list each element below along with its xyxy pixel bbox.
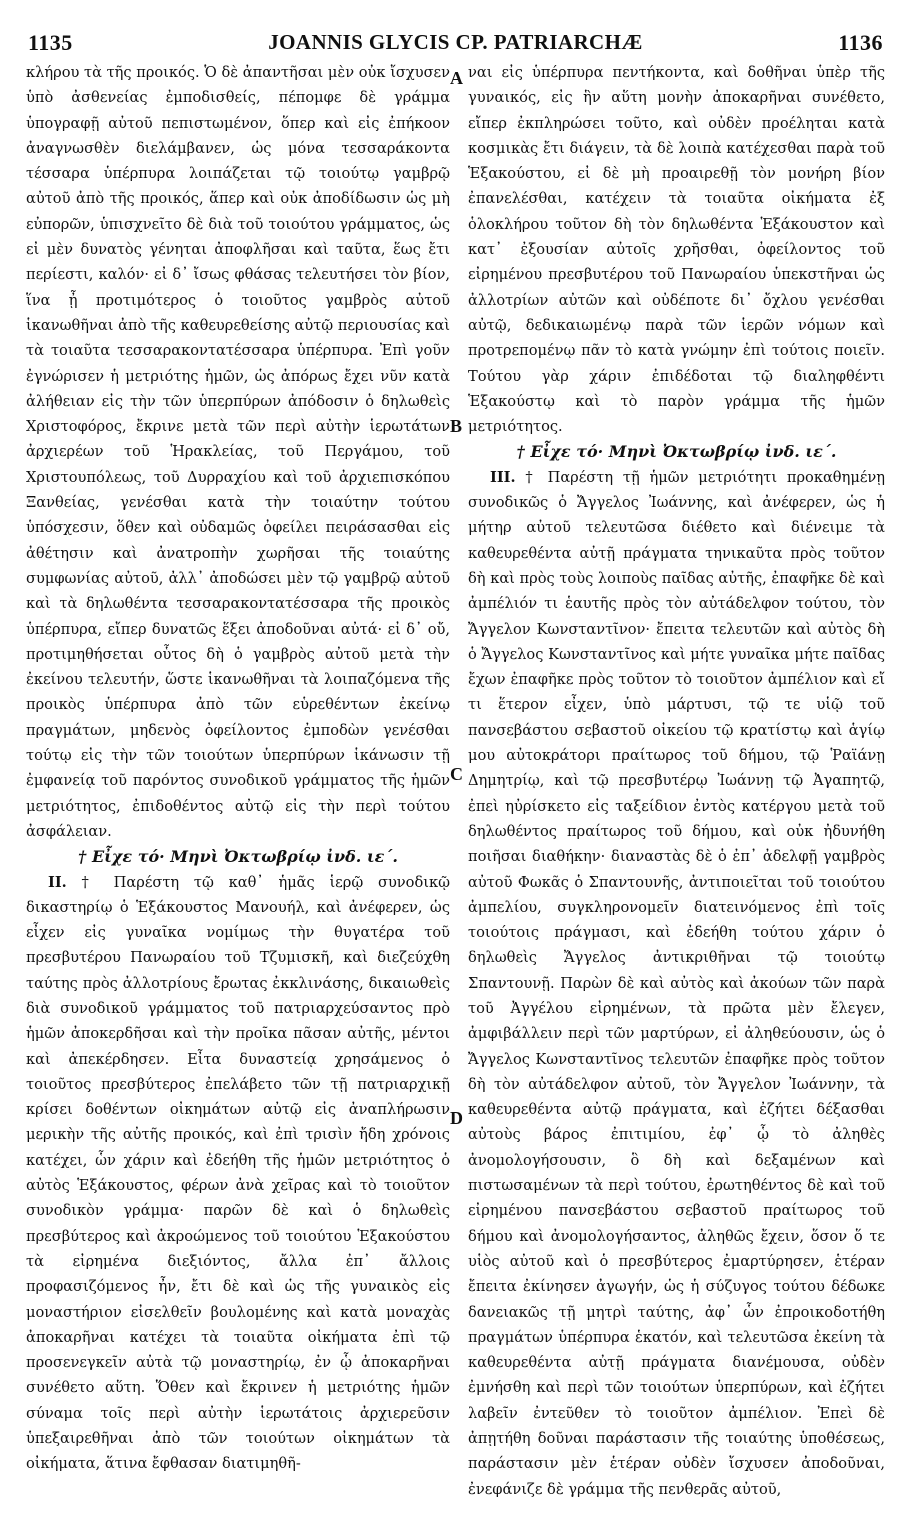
section-paragraph	[468, 465, 885, 1502]
page-number-right: 1136	[838, 30, 883, 55]
margin-marker-d: D	[450, 1108, 463, 1128]
dating-line: † Εἶχε τό· Μηνὶ Ὀκτωβρίῳ ἰνδ. ιε΄.	[516, 442, 837, 462]
left-column	[26, 60, 450, 1530]
page-header	[28, 30, 883, 60]
section-paragraph	[26, 870, 450, 1477]
section-number: III.	[490, 468, 516, 486]
margin-marker-a: A	[450, 68, 463, 88]
section-text: † Παρέστη τῷ καθ᾽ ἡμᾶς ἱερῷ συνοδικῷ δικαστηρίῳ ὁ Ἑξάκουστος Μανουήλ, καὶ ἀνέφερεν, ὡς εἶχεν εἰς γυναῖκα νομίμως τὴν θυγατέρα τοῦ πρεσβυτέρου Πανωραίου τοῦ Τζυμισκῆ, καὶ διεζεύχθη ταύτης πρὸς ἀλλοτρίους ἔρωτας ἐκκλινάσης, δικαιωθεὶς διὰ συνοδικοῦ γράμματος τοῦ πατριαρχεύσαντος πρὸ ἡμῶν ἀποκερδῆσαι καὶ τὴν προῖκα πᾶσαν αὐτῆς, μέντοι καὶ ἀπεκέρδησεν. Εἶτα δυναστείᾳ χρησάμενος ὁ τοιοῦτος πρεσβύτερος ἐπελάβετο τῶν τῇ πατριαρχικῇ κρίσει δοθέντων οἰκημάτων αὐτῷ εἰς ἀναπλήρωσιν μερικὴν τῆς αὐτῆς προικός, καὶ ἐπὶ τρισὶν ἤδη χρόνοις κατέχει, ὧν χάριν καὶ ἐδεήθη τῆς ἡμῶν μετριότητος ὁ αὐτὸς Ἑξάκουστος, φέρων ἀνὰ χεῖρας καὶ τὸ τοιοῦτον συνοδικὸν γράμμα· παρῶν δὲ καὶ ὁ δηλωθεὶς πρεσβύτερος καὶ ἀκροώμενος τοῦ τοιούτου Ἑξακούστου τὰ εἰρημένα διεξιόντος, ἄλλα ἐπ᾽ ἄλλοις προφασιζόμενος ἦν, ἔτι δὲ καὶ ὡς τῆς γυναικὸς εἰς μοναστήριον εἰσελθεῖν βουλομένης καὶ κατὰ μοναχὰς ἀποκαρῆναι κατέχει τὰ τοιαῦτα οἰκήματα ἐπὶ τῷ προσενεγκεῖν αὐτὰ τῷ μοναστηρίῳ, ἐν ᾧ ἀποκαρῆναι συνέθετο αὕτη. Ὅθεν καὶ ἔκρινεν ἡ μετριότης ἡμῶν σύναμα τοῖς περὶ αὐτὴν ἱερωτάτοις ἀρχιερεῦσιν ὑπεξαιρεθῆναι ἀπὸ τῶν τοιούτων οἰκημάτων τὰ οἰκήματα, ἅτινα ἔφθασαν διατιμηθῆ-	[26, 873, 450, 1473]
paragraph: κλήρου τὰ τῆς προικός. Ὁ δὲ ἀπαντῆσαι μὲν οὐκ ἴσχυσεν ὑπὸ ἀσθενείας ἐμποδισθείς, πέπομφε δὲ γράμμα ὑπογραφῇ αὐτοῦ πεπιστωμένον, ὅπερ καὶ εἰς ἐπήκοον ἀναγνωσθὲν διελάμβανεν, ὡς μόνα τεσσαράκοντα τέσσαρα ὑπέρπυρα λοιπάζεται τῷ τοιούτῳ γαμβρῷ αὐτοῦ ἀπὸ τῆς προικός, ἅπερ καὶ οὐκ ἀποδίδωσιν ὡς μὴ εὐπορῶν, ὑπισχνεῖτο δὲ διὰ τοῦ τοιούτου γράμματος, ὡς εἰ μὲν δυνατὸς γένηται ἀποφλῆσαι καὶ ταῦτα, ἕως ἔτι περίεστι, καλόν· εἰ δ᾽ ἴσως φθάσας τελευτήσει τὸν βίον, ἵνα ᾖ προτιμότερος ὁ τοιοῦτος γαμβρὸς αὐτοῦ ἱκανωθῆναι ἀπὸ τῆς καθευρεθείσης αὐτῷ περιουσίας καὶ τὰ τοιαῦτα τεσσαρακοντατέσσαρα ὑπέρπυρα. Ἐπὶ γοῦν ἐγνώρισεν ἡ μετριότης ἡμῶν, ὡς ἀπόρως ἔχει νῦν κατὰ ἀλήθειαν εἰς τὴν τῶν ὑπερπύρων ἀπόδοσιν ὁ δηλωθεὶς Χριστοφόρος, ἔκρινε μετὰ τῶν περὶ αὐτὴν ἱερωτάτων ἀρχιερέων τοῦ Ἡρακλείας, τοῦ Περγάμου, τοῦ Χριστουπόλεως, τοῦ Δυρραχίου καὶ τοῦ ἀρχιεπισκόπου Ξανθείας, γενέσθαι κατὰ τὴν τοιαύτην τούτου ὑπόσχεσιν, ὅθεν καὶ οὐδαμῶς ὀφείλει πειράσασθαι εἰς ἀθέτησιν καὶ ἀνατροπὴν χωρῆσαι τῆς τοιαύτης συμφωνίας αὐτοῦ, ἀλλ᾽ ἀποδώσει μὲν τῷ γαμβρῷ αὐτοῦ καὶ τὰ δηλωθέντα τεσσαρακοντατέσσαρα τῆς προικὸς ὑπέρπυρα, εἴπερ δυνατῶς ἕξει ἀποδοῦναι αὐτά· εἰ δ᾽ οὔ, προτιμηθήσεται οὗτος δὴ ὁ γαμβρὸς αὐτοῦ μετὰ τὴν ἐκείνου τελευτήν, ὥστε ἱκανωθῆναι τὰ λοιπαζόμενα τῆς προικὸς ὑπέρπυρα ἀπὸ τῶν εὑρεθέντων ἐκείνῳ πραγμάτων, μηδενὸς ὀφείλοντος ἐμποδὼν γενέσθαι τούτῳ εἰς τὴν τῶν τοιούτων ὑπερπύρων ἱκάνωσιν τῇ ἐμφανείᾳ τοῦ παρόντος συνοδικοῦ γράμματος τῆς ἡμῶν μετριότητος, ἐπιδοθέντος αὐτῷ εἰς τὴν περὶ τούτου ἀσφάλειαν.	[26, 64, 450, 840]
right-column	[468, 60, 885, 1530]
dating-line: † Εἶχε τό· Μηνὶ Ὀκτωβρίῳ ἰνδ. ιε΄.	[78, 847, 398, 867]
running-title: JOANNIS GLYCIS CP. PATRIARCHÆ	[268, 30, 643, 54]
margin-marker-c: C	[450, 764, 463, 784]
paragraph: ναι εἰς ὑπέρπυρα πεντήκοντα, καὶ δοθῆναι ὑπὲρ τῆς γυναικός, εἰς ἣν αὕτη μονὴν ἀποκαρῆναι συνέθετο, εἴπερ ἐκπληρώσει τοῦτο, καὶ οὐδὲν προέληται κατὰ κοσμικὰς ἔτι διάγειν, τὰ δὲ λοιπὰ κατέχεσθαι παρὰ τοῦ Ἑξακούστου, εἰ δὲ μὴ προαιρεθῇ τὸν μονήρη βίον ἐπανελέσθαι, κατέχειν τὰ τοιαῦτα οἰκήματα ἐξ ὁλοκλήρου τοῦτον δὴ τὸν δηλωθέντα Ἑξάκουστον καὶ κατ᾽ ἐξουσίαν αὐτοῖς χρῆσθαι, ὀφείλοντος τοῦ εἰρημένου πρεσβυτέρου τοῦ Πανωραίου ὑπεκστῆναι ὡς ἀλλοτρίων αὐτῶν καὶ οὐδέποτε δι᾽ ὄχλου γενέσθαι αὐτῷ, δεδικαιωμένῳ παρὰ τῶν ἱερῶν νόμων καὶ προτρεπομένῳ πᾶν τὸ κατὰ γνώμην ἐπὶ τούτοις ποιεῖν. Τούτου γὰρ χάριν ἐπιδέδοται τῷ διαληφθέντι Ἑξακούστῳ καὶ τὸ παρὸν γράμμα τῆς ἡμῶν μετριότητος.	[468, 64, 885, 436]
section-number: II.	[48, 873, 67, 891]
section-text: † Παρέστη τῇ ἡμῶν μετριότητι προκαθημένῃ συνοδικῶς ὁ Ἄγγελος Ἰωάννης, καὶ ἀνέφερεν, ὡς ἡ μήτηρ αὐτοῦ τελευτῶσα διέθετο καὶ διένειμε τὰ καθευρεθέντα αὐτῇ πράγματα τηνικαῦτα πρὸς τοῦτον δὴ καὶ πρὸς τοὺς λοιποὺς παῖδας αὐτῆς, ἐπαφῆκε δὲ καὶ ἀμπέλιόν τι ἑαυτῆς πρὸς τὸν αὐτάδελφον τούτου, τὸν Ἄγγελον Κωνσταντῖνον· ἔπειτα τελευτῶν καὶ αὐτὸς δὴ ὁ Ἄγγελος Κωνσταντῖνος καὶ μήτε γυναῖκα μήτε παῖδας ἔχων ἐπαφῆκε πρὸς τοῦτον τὸ τοιοῦτον ἀμπέλιον καὶ εἴ τι ἕτερον εἶχεν, ὑπὸ μάρτυσι, τῷ τε υἱῷ τοῦ πανσεβάστου σεβαστοῦ οἰκείου τῷ κρατίστῳ καὶ ἁγίῳ μου αὐτοκράτορι πραίτωρος τοῦ δήμου, τῷ Ῥαϊάνῃ Δημητρίῳ, καὶ τῷ πρεσβυτέρῳ Ἰωάννῃ τῷ Ἀγαπητῷ, ἐπεὶ ηὐρίσκετο εἰς ταξείδιον ἐντὸς κατέργου μετὰ τοῦ δηλωθέντος πραίτωρος τοῦ δήμου, καὶ οὐκ ἠδυνήθη ποιῆσαι διαθήκην· διαναστὰς δὲ ὁ ἐπ᾽ ἀδελφῇ γαμβρὸς αὐτοῦ Φωκᾶς ὁ Σπαντουνῆς, ἀντιποιεῖται τοῦ τοιούτου ἀμπελίου, συγκληρονομεῖν διατεινόμενος ἐπὶ τοῖς τοιούτοις πράγμασι, καὶ ἐδεήθη τούτου χάριν ὁ δηλωθεὶς Ἄγγελος ἀντικριθῆναι τῷ τοιούτῳ Σπαντουνῇ. Παρὼν δὲ καὶ αὐτὸς καὶ ἀκούων τῶν παρὰ τοῦ Ἀγγέλου εἰρημένων, τὰ πρῶτα μὲν ἔλεγεν, ἀμφιβάλλειν περὶ τῶν μαρτύρων, εἰ ἀληθεύουσιν, ὡς ὁ Ἄγγελος Κωνσταντῖνος τελευτῶν ἐπαφῆκε πρὸς τοῦτον δὴ τὸν αὐτάδελφον αὐτοῦ, τὸν Ἄγγελον Ἰωάννην, τὰ καθευρεθέντα αὐτῷ πράγματα, καὶ ἐζήτει δέξασθαι αὐτοὺς βάρος ἐπιτιμίου, ἐφ᾽ ᾧ τὸ ἀληθὲς ἀνομολογήσουσιν, ὃ δὴ καὶ δεξαμένων καὶ πιστωσαμένων τὰ περὶ τούτου, ἐρωτηθέντος δὲ καὶ τοῦ εἰρημένου πανσεβάστου σεβαστοῦ πραίτωρος τοῦ δήμου καὶ ἀνομολογήσαντος, ἀληθῶς ἔχειν, ὅσον ὅ τε υἱὸς αὐτοῦ καὶ ὁ πρεσβύτερος ἐμαρτύρησεν, ἑτέραν ἔπειτα ἐκίνησεν ἀγωγήν, ὡς ἡ σύζυγος τούτου δέδωκε δανειακῶς τῇ μητρὶ ταύτης, ἀφ᾽ ὧν ἐπροικοδοτήθη πραγμάτων ὑπέρπυρα ἑκατόν, καὶ τελευτῶσα ἐκείνη τὰ καθευρεθέντα αὐτῇ πράγματα διανέμουσα, οὐδὲν ἐμνήσθη καὶ περὶ τῶν τοιούτων ὑπερπύρων, καὶ ἐζήτει λαβεῖν ἐντεῦθεν τὸ τοιοῦτον ἀμπέλιον. Ἐπεὶ δὲ ἀπῃτήθη δοῦναι παράστασιν τῆς τοιαύτης ὑποθέσεως, παράστασιν μὲν ἑτέραν οὐδὲν ἴσχυσεν ἀποδοῦναι, ἐνεφάνιζε δὲ γράμμα τῆς πενθερᾶς αὐτοῦ,	[468, 468, 885, 1498]
page-number-left: 1135	[28, 30, 73, 55]
margin-marker-b: B	[450, 416, 463, 436]
